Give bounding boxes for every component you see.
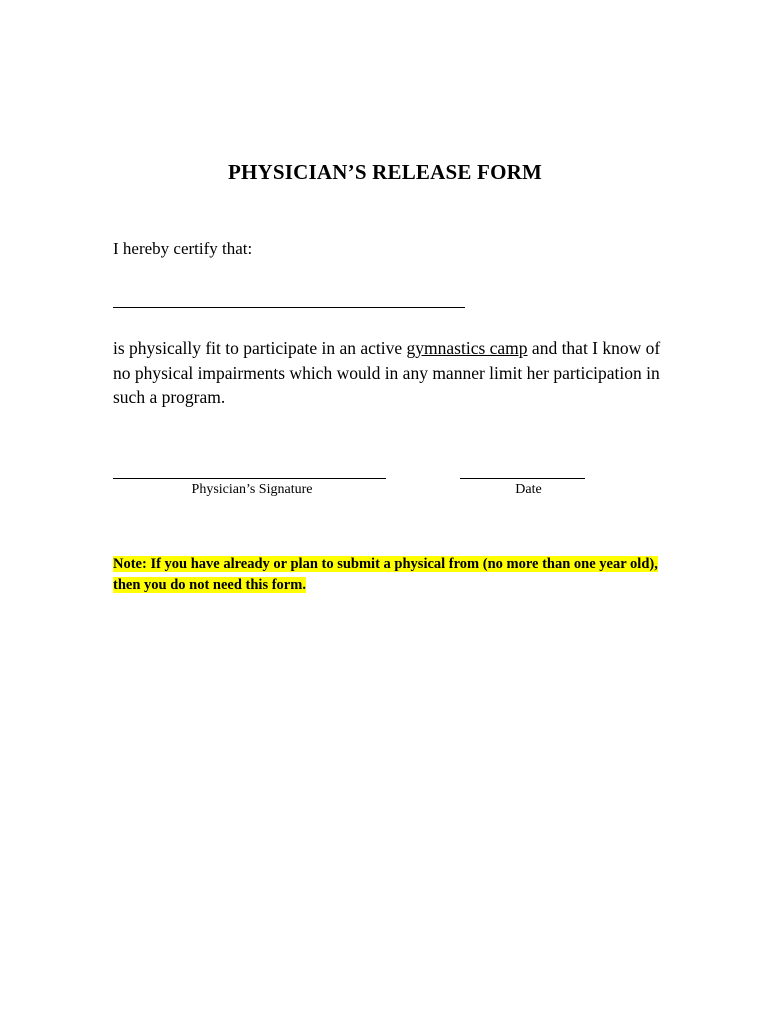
date-line bbox=[460, 460, 585, 479]
statement-part-1: is physically fit to participate in an active bbox=[113, 338, 407, 358]
note-highlight: Note: If you have already or plan to submit a physical from (no more than one year old), then you do not need this form. bbox=[113, 556, 658, 593]
form-title: PHYSICIAN’S RELEASE FORM bbox=[227, 160, 542, 184]
signature-line bbox=[113, 460, 386, 479]
date-label: Date bbox=[515, 482, 542, 497]
patient-name-line bbox=[113, 285, 465, 308]
signature-label: Physician’s Signature bbox=[191, 482, 313, 497]
certify-text: I hereby certify that: bbox=[113, 239, 253, 258]
fitness-statement bbox=[113, 336, 673, 410]
note bbox=[113, 554, 658, 596]
activity-name: gymnastics camp bbox=[406, 338, 528, 358]
statement-part-2: and that I know of no physical impairments which would in any manner limit her participation in such a program. bbox=[113, 338, 661, 407]
